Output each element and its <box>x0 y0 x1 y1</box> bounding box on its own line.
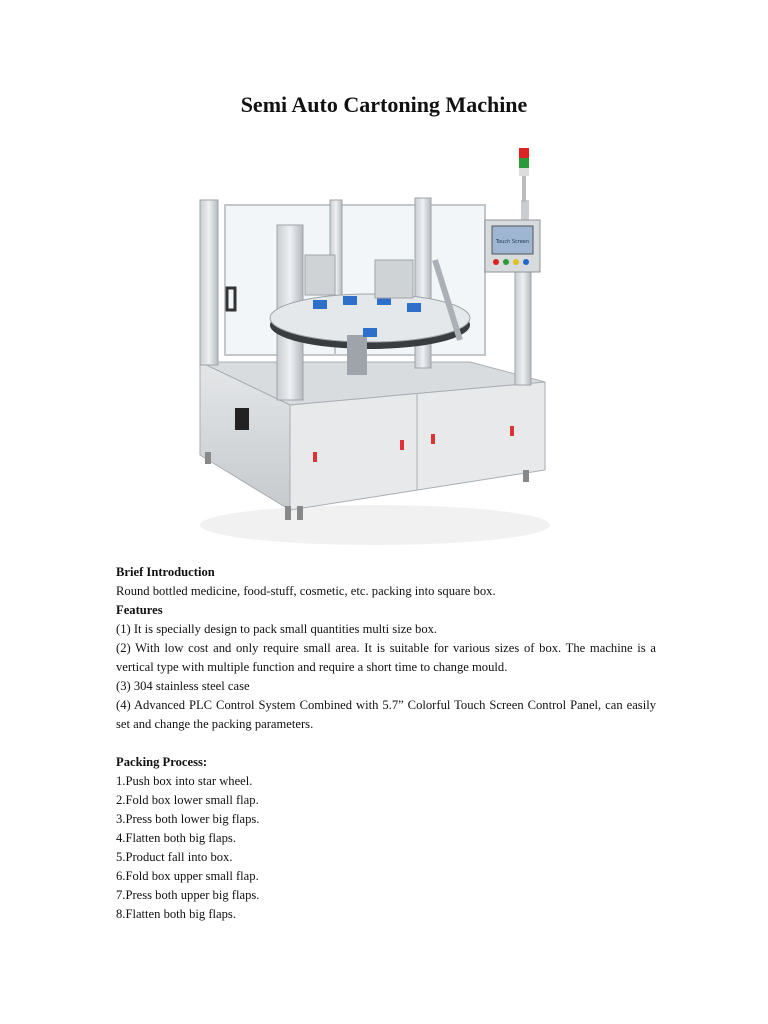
process-step: 8.Flatten both big flaps. <box>116 907 236 921</box>
intro-heading: Brief Introduction <box>116 565 215 579</box>
article-body <box>116 563 656 924</box>
feature-item: (3) 304 stainless steel case <box>116 679 250 693</box>
feature-item: (4) Advanced PLC Control System Combined with 5.7” Colorful Touch Screen Control Panel, can easily set and change the packing parameters. <box>116 698 656 731</box>
machine-image <box>185 140 565 560</box>
features-heading: Features <box>116 603 163 617</box>
machine-illustration <box>185 140 565 560</box>
side-vent <box>235 408 249 430</box>
touch-screen-label: Touch Screen <box>495 239 530 245</box>
process-step: 6.Fold box upper small flap. <box>116 869 259 883</box>
process-step: 1.Push box into star wheel. <box>116 774 253 788</box>
process-step: 5.Product fall into box. <box>116 850 233 864</box>
feature-item: (1) It is specially design to pack small quantities multi size box. <box>116 622 438 636</box>
intro-text: Round bottled medicine, food-stuff, cosmetic, etc. packing into square box. <box>116 584 496 598</box>
signal-light-green <box>519 158 529 168</box>
process-step: 4.Flatten both big flaps. <box>116 831 236 845</box>
process-heading: Packing Process: <box>116 755 208 769</box>
process-steps <box>116 772 656 924</box>
page-title: Semi Auto Cartoning Machine <box>240 92 528 117</box>
process-step: 3.Press both lower big flaps. <box>116 812 260 826</box>
signal-light-red <box>519 148 529 158</box>
feature-item: (2) With low cost and only require small area. It is suitable for various sizes of box. The machine is a vertical type with multiple function and require a short time to change mould. <box>116 641 656 674</box>
process-step: 2.Fold box lower small flap. <box>116 793 259 807</box>
process-step: 7.Press both upper big flaps. <box>116 888 260 902</box>
